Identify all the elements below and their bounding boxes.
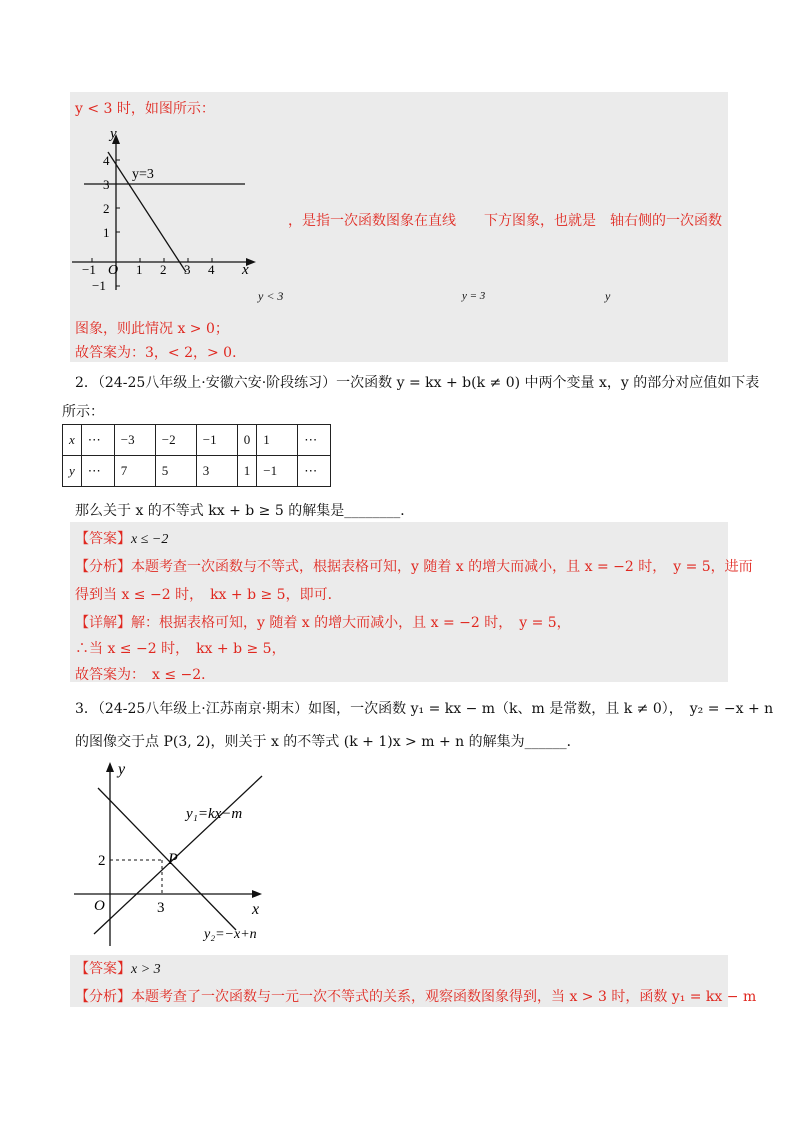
table-cell: −1: [257, 456, 298, 487]
answer-value: x ≤ −2: [131, 532, 169, 547]
q1-xtick-1: 1: [136, 262, 143, 277]
q1-ytick-neg1: −1: [92, 278, 106, 292]
table-cell: 1: [257, 425, 298, 456]
q1-origin-label: O: [108, 263, 119, 278]
q1-xtick-3: 3: [184, 262, 191, 277]
q1-line-top: y < 3 时，如图所示：: [75, 101, 215, 117]
q3-line1-label: y₁=kx−m: [186, 806, 243, 822]
table-cell: 5: [155, 456, 196, 487]
q1-explain-line: ，是指一次函数图象在直线 下方图象，也就是 轴右侧的一次函数: [288, 213, 722, 229]
q3-analysis-line-1: 【分析】本题考查了一次函数与一元一次不等式的关系，观察函数图象得到，当 x > 3 时，函数 y₁ = kx − m: [75, 989, 757, 1005]
q2-stem-line-2: 所示：: [62, 404, 104, 420]
q3-answer-line: [75, 958, 161, 978]
q1-xtick-4: 4: [208, 262, 215, 277]
answer-tag: 【答案】: [75, 961, 131, 977]
table-cell: 7: [114, 456, 155, 487]
q3-point-label: P: [168, 851, 178, 868]
table-cell: 0: [237, 425, 257, 456]
table-cell: 1: [237, 456, 257, 487]
q2-detail-line-1: 【详解】解：根据表格可知，y 随着 x 的增大而减小，且 x = −2 时， y = 5，: [75, 615, 571, 631]
table-row: [63, 456, 331, 487]
q1-floating-2: y = 3: [462, 290, 486, 302]
q1-ytick-4: 4: [103, 153, 110, 168]
table-cell: −1: [196, 425, 237, 456]
q1-x-label: x: [242, 262, 249, 278]
q1-graph: [70, 122, 260, 292]
answer-tag: 【答案】: [75, 531, 131, 547]
q3-y-label: y: [118, 761, 126, 778]
table-cell: ⋯: [298, 425, 331, 456]
table-cell: ⋯: [298, 456, 331, 487]
q2-answer-line: [75, 528, 168, 548]
answer-value: x > 3: [131, 962, 161, 977]
q1-line-label: y=3: [132, 167, 154, 182]
q1-answer-line: 故答案为：3，< 2，> 0．: [75, 345, 247, 361]
q2-detail-line-2: ∴当 x ≤ −2 时， kx + b ≥ 5，: [75, 641, 286, 657]
table-cell: y: [63, 456, 82, 487]
analysis-tag: 【分析】: [75, 559, 131, 575]
q2-stem-line-1: 2．（24-25八年级上·安徽六安·阶段练习）一次函数 y = kx + b(k ≠ 0) 中两个变量 x，y 的部分对应值如下表: [75, 375, 760, 391]
table-cell: 3: [196, 456, 237, 487]
q1-ytick-3: 3: [103, 177, 110, 192]
q3-origin-label: O: [94, 898, 105, 914]
table-row: [63, 425, 331, 456]
q1-y-label: y: [110, 126, 117, 142]
q3-x-label: x: [252, 901, 260, 918]
q2-detail-line-3: 故答案为： x ≤ −2．: [75, 667, 216, 683]
q1-floating-3: y: [605, 289, 611, 303]
detail-tag: 【详解】: [75, 615, 131, 631]
q1-line-case: 图象，则此情况 x > 0；: [75, 321, 229, 337]
table-cell: −3: [114, 425, 155, 456]
table-cell: ⋯: [81, 456, 114, 487]
analysis-tag: 【分析】: [75, 989, 131, 1005]
q3-line-y1: [94, 776, 262, 934]
q3-xtick-3: 3: [157, 900, 165, 916]
q1-xtick-2: 2: [160, 262, 167, 277]
q3-stem-line-2: 的图像交于点 P(3, 2)，则关于 x 的不等式 (k + 1)x > m + n 的解集为______．: [75, 734, 581, 750]
q2-value-table: [62, 424, 331, 487]
q1-ytick-1: 1: [103, 225, 110, 240]
q3-ytick-2: 2: [98, 853, 106, 869]
q3-x-arrow: [252, 890, 262, 898]
q3-stem-line-1: 3．（24-25八年级上·江苏南京·期末）如图，一次函数 y₁ = kx − m（k、m 是常数，且 k ≠ 0）， y₂ = −x + n: [75, 701, 774, 717]
q3-graph: [70, 758, 290, 950]
q1-xtick-neg1: −1: [82, 262, 96, 277]
q2-analysis-line-2: 得到当 x ≤ −2 时， kx + b ≥ 5，即可．: [75, 587, 342, 603]
table-cell: x: [63, 425, 82, 456]
q3-y-arrow: [106, 762, 114, 772]
q2-analysis-line-1: 【分析】本题考查一次函数与不等式，根据表格可知，y 随着 x 的增大而减小，且 x = −2 时， y = 5，进而: [75, 559, 753, 575]
table-cell: ⋯: [81, 425, 114, 456]
q3-line2-label: y₂=−x+n: [204, 927, 257, 942]
q1-ytick-2: 2: [103, 201, 110, 216]
q2-question: 那么关于 x 的不等式 kx + b ≥ 5 的解集是________．: [75, 503, 415, 519]
q1-floating-1: y < 3: [258, 289, 284, 303]
table-cell: −2: [155, 425, 196, 456]
